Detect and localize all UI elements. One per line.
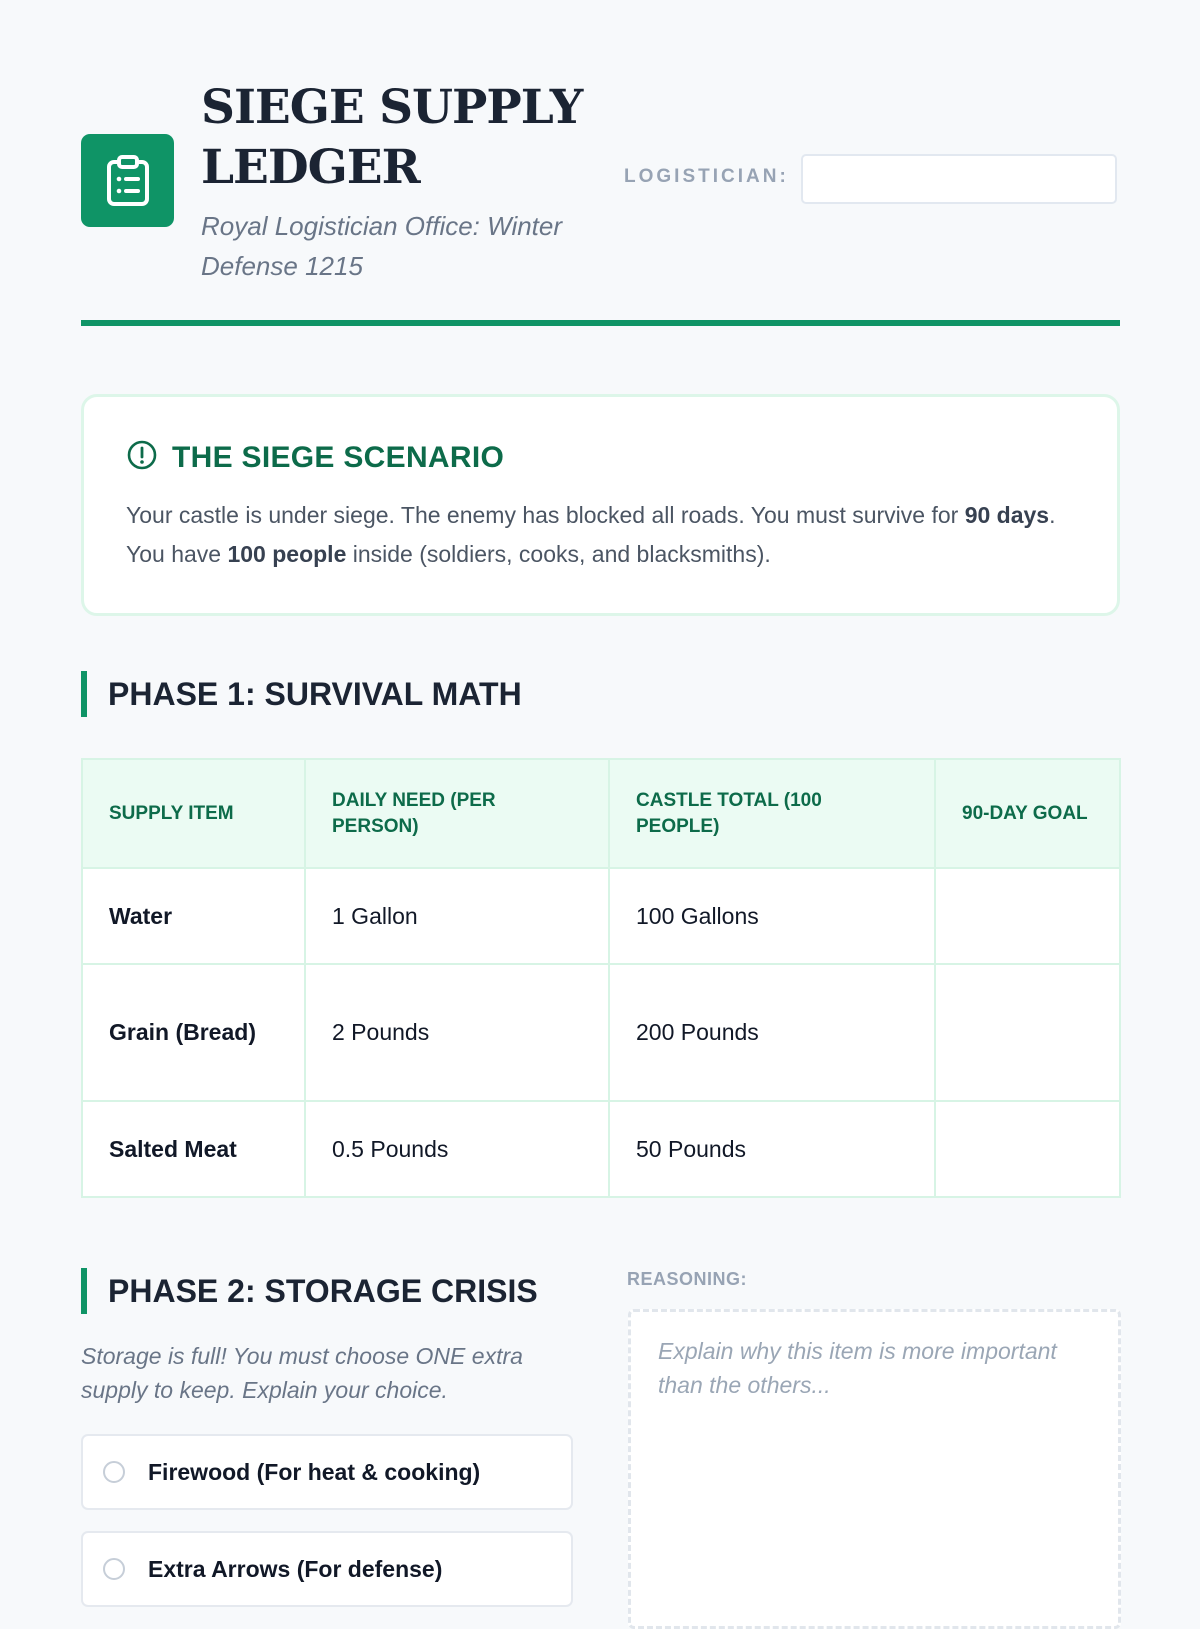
scenario-title: THE SIEGE SCENARIO — [172, 440, 505, 474]
phase2-heading: PHASE 2: STORAGE CRISIS — [81, 1268, 538, 1314]
scenario-text — [126, 496, 1075, 574]
scenario-card — [81, 394, 1120, 616]
cell-item: Salted Meat — [82, 1101, 305, 1197]
clipboard-icon — [81, 134, 174, 227]
column-header-total: CASTLE TOTAL (100 PEOPLE) — [609, 759, 935, 868]
radio-button[interactable] — [103, 1461, 125, 1483]
logistician-label: LOGISTICIAN: — [624, 166, 789, 187]
cell-goal-input[interactable] — [935, 964, 1120, 1101]
option-label: Firewood (For heat & cooking) — [148, 1458, 481, 1485]
title-block — [201, 78, 611, 286]
scenario-text-part: inside (soldiers, cooks, and blacksmiths). — [346, 541, 771, 567]
scenario-days: 90 days — [964, 502, 1050, 528]
phase2-instructions: Storage is full! You must choose ONE extra supply to keep. Explain your choice. — [81, 1343, 523, 1403]
table-header-row — [82, 759, 1120, 868]
column-header-goal: 90-DAY GOAL — [935, 759, 1120, 868]
scenario-people: 100 people — [227, 541, 347, 567]
reasoning-label: REASONING: — [627, 1269, 748, 1289]
option-firewood[interactable] — [81, 1434, 573, 1510]
cell-goal-input[interactable] — [935, 1101, 1120, 1197]
page-title: SIEGE SUPPLY LEDGER — [201, 80, 583, 195]
header — [81, 78, 1120, 288]
table-row — [82, 868, 1120, 964]
column-header-item: SUPPLY ITEM — [82, 759, 305, 868]
scenario-header — [126, 439, 1075, 476]
cell-daily: 0.5 Pounds — [305, 1101, 609, 1197]
cell-daily: 1 Gallon — [305, 868, 609, 964]
phase1-heading: PHASE 1: SURVIVAL MATH — [81, 671, 522, 717]
scenario-text-part: . You have — [126, 502, 1056, 567]
radio-button[interactable] — [103, 1558, 125, 1580]
cell-total: 100 Gallons — [609, 868, 935, 964]
cell-item: Grain (Bread) — [82, 964, 305, 1101]
column-header-daily: DAILY NEED (PER PERSON) — [305, 759, 609, 868]
option-arrows[interactable] — [81, 1531, 573, 1607]
option-label: Extra Arrows (For defense) — [148, 1555, 443, 1582]
alert-circle-icon — [126, 439, 158, 476]
header-divider — [81, 320, 1120, 326]
cell-goal-input[interactable] — [935, 868, 1120, 964]
page-subtitle: Royal Logistician Office: Winter Defense 1215 — [201, 211, 563, 281]
table-row — [82, 1101, 1120, 1197]
reasoning-textarea[interactable] — [628, 1309, 1121, 1629]
cell-total-input[interactable]: 200 Pounds — [609, 964, 935, 1101]
table-row — [82, 964, 1120, 1101]
scenario-text-part: Your castle is under siege. The enemy has blocked all roads. You must survive for — [126, 502, 965, 528]
supply-table — [81, 758, 1121, 1198]
logistician-input[interactable] — [801, 154, 1117, 204]
cell-total-input[interactable]: 50 Pounds — [609, 1101, 935, 1197]
cell-daily: 2 Pounds — [305, 964, 609, 1101]
cell-item: Water — [82, 868, 305, 964]
